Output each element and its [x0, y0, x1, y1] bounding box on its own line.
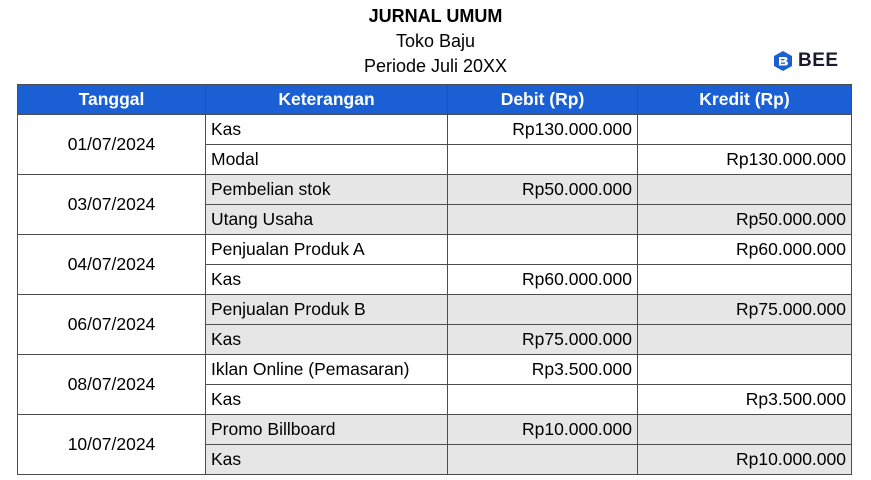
period-label: Periode Juli 20XX: [363, 56, 508, 76]
entry-debit: Rp130.000.000: [448, 115, 638, 145]
table-header-row: [18, 85, 852, 115]
column-header-description: Keterangan: [206, 85, 448, 115]
entry-debit: Rp10.000.000: [448, 415, 638, 445]
column-header-date: Tanggal: [18, 85, 206, 115]
brand-logo: [773, 49, 839, 73]
entry-credit: [638, 415, 852, 445]
logo-text: BEE: [798, 50, 839, 71]
entry-debit: [448, 295, 638, 325]
entry-debit: [448, 145, 638, 175]
entry-description: Kas: [206, 325, 448, 355]
entry-credit: [638, 175, 852, 205]
entry-date: 03/07/2024: [18, 175, 206, 235]
entry-debit: Rp3.500.000: [448, 355, 638, 385]
table-row: [18, 115, 852, 145]
entry-description: Pembelian stok: [206, 175, 448, 205]
entry-debit: [448, 385, 638, 415]
journal-table: [17, 84, 852, 475]
entry-description: Kas: [206, 265, 448, 295]
entry-debit: [448, 445, 638, 475]
column-header-credit: Kredit (Rp): [638, 85, 852, 115]
entry-description: Iklan Online (Pemasaran): [206, 355, 448, 385]
table-row: [18, 295, 852, 325]
entry-description: Utang Usaha: [206, 205, 448, 235]
column-header-debit: Debit (Rp): [448, 85, 638, 115]
entry-credit: [638, 355, 852, 385]
entry-description: Kas: [206, 385, 448, 415]
entry-credit: Rp60.000.000: [638, 235, 852, 265]
entry-debit: [448, 205, 638, 235]
entry-debit: [448, 235, 638, 265]
table-row: [18, 235, 852, 265]
entry-date: 08/07/2024: [18, 355, 206, 415]
page-title: JURNAL UMUM: [368, 6, 503, 26]
entry-description: Penjualan Produk A: [206, 235, 448, 265]
entry-description: Kas: [206, 115, 448, 145]
entry-debit: Rp60.000.000: [448, 265, 638, 295]
entry-credit: Rp10.000.000: [638, 445, 852, 475]
entry-date: 10/07/2024: [18, 415, 206, 475]
entry-date: 01/07/2024: [18, 115, 206, 175]
entry-description: Promo Billboard: [206, 415, 448, 445]
entry-description: Kas: [206, 445, 448, 475]
entry-date: 04/07/2024: [18, 235, 206, 295]
entry-description: Penjualan Produk B: [206, 295, 448, 325]
table-row: [18, 415, 852, 445]
entry-credit: [638, 325, 852, 355]
entry-credit: Rp50.000.000: [638, 205, 852, 235]
entry-credit: Rp3.500.000: [638, 385, 852, 415]
entry-debit: Rp75.000.000: [448, 325, 638, 355]
entry-credit: Rp75.000.000: [638, 295, 852, 325]
entry-credit: [638, 115, 852, 145]
company-name: Toko Baju: [395, 31, 476, 51]
entry-credit: Rp130.000.000: [638, 145, 852, 175]
table-row: [18, 355, 852, 385]
entry-description: Modal: [206, 145, 448, 175]
entry-debit: Rp50.000.000: [448, 175, 638, 205]
entry-credit: [638, 265, 852, 295]
bee-logo-icon: [773, 50, 793, 72]
entry-date: 06/07/2024: [18, 295, 206, 355]
table-row: [18, 175, 852, 205]
